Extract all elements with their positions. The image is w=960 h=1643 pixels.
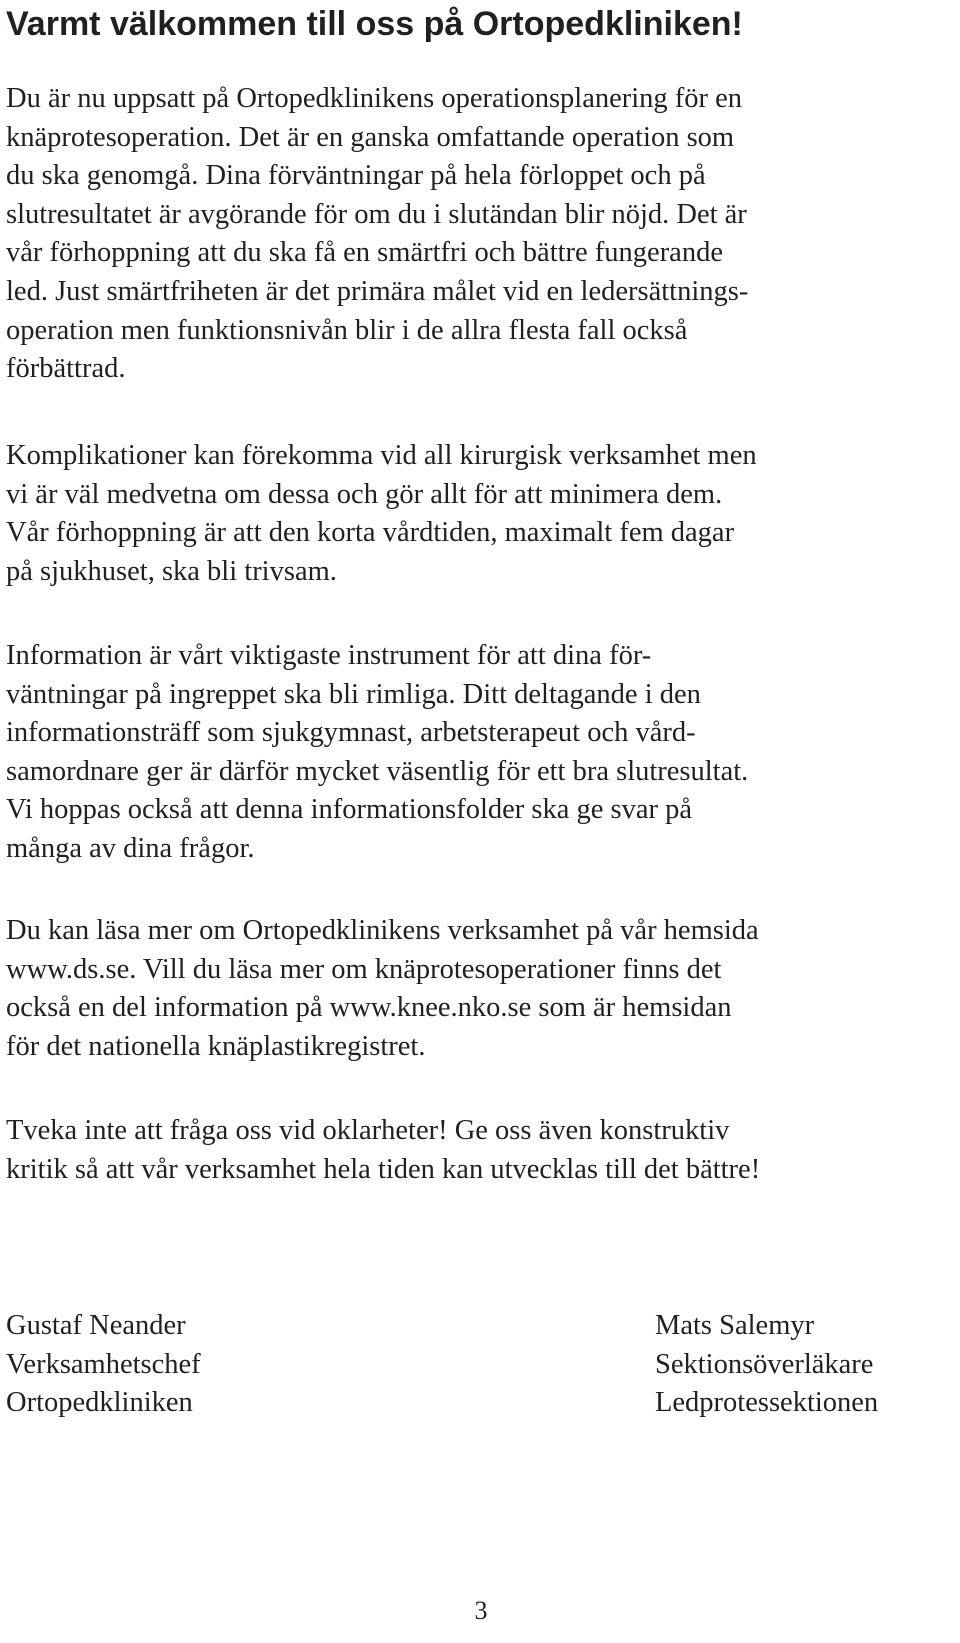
signature-title: Verksamhetschef	[6, 1348, 201, 1380]
page-title: Varmt välkommen till oss på Ortopedkliniken!	[6, 5, 743, 43]
page-number: 3	[474, 1596, 488, 1625]
text-line: www.ds.se. Vill du läsa mer om knäprotesoperationer finns det	[6, 953, 722, 985]
signature-right	[655, 1307, 878, 1423]
text-line: Tveka inte att fråga oss vid oklarheter! Ge oss även konstruktiv	[6, 1115, 730, 1146]
signature-title: Sektionsöverläkare	[655, 1348, 874, 1380]
signature-unit: Ortopedkliniken	[6, 1387, 193, 1419]
text-line: samordnare ger är därför mycket väsentlig för ett bra slutresultat.	[6, 755, 749, 787]
text-line: väntningar på ingreppet ska bli rimliga. Ditt deltagande i den	[6, 678, 701, 710]
paragraph-information	[6, 637, 748, 869]
paragraph-websites	[6, 912, 759, 1066]
signature-name: Gustaf Neander	[6, 1310, 186, 1341]
text-line: slutresultatet är avgörande för om du i slutändan blir nöjd. Det är	[6, 198, 747, 230]
paragraph-closing	[6, 1112, 760, 1189]
paragraph-complications	[6, 437, 757, 591]
text-line: vi är väl medvetna om dessa och gör allt för att minimera dem.	[6, 478, 723, 510]
text-line: Information är vårt viktigaste instrument för att dina för-	[6, 640, 652, 671]
text-line: knäprotesoperation. Det är en ganska omfattande operation som	[6, 121, 735, 153]
signature-left	[6, 1307, 201, 1423]
text-line: för det nationella knäplastikregistret.	[6, 1030, 426, 1062]
text-line: vår förhoppning att du ska få en smärtfri och bättre fungerande	[6, 237, 723, 269]
text-line: Du är nu uppsatt på Ortopedklinikens operationsplanering för en	[6, 83, 743, 114]
text-line: Komplikationer kan förekomma vid all kirurgisk verksamhet men	[6, 440, 757, 471]
text-line: led. Just smärtfriheten är det primära målet vid en ledersättnings-	[6, 275, 749, 307]
text-line: förbättrad.	[6, 353, 126, 385]
text-line: också en del information på www.knee.nko.se som är hemsidan	[6, 992, 732, 1024]
text-line: Vår förhoppning är att den korta vårdtiden, maximalt fem dagar	[6, 517, 735, 549]
text-line: Du kan läsa mer om Ortopedklinikens verksamhet på vår hemsida	[6, 915, 759, 946]
text-line: informationsträff som sjukgymnast, arbetsterapeut och vård-	[6, 717, 696, 749]
text-line: många av dina frågor.	[6, 832, 255, 864]
text-line: Vi hoppas också att denna informationsfolder ska ge svar på	[6, 794, 693, 826]
signature-unit: Ledprotessektionen	[655, 1387, 879, 1419]
paragraph-intro	[6, 80, 748, 389]
text-line: på sjukhuset, ska bli trivsam.	[6, 555, 337, 587]
signature-name: Mats Salemyr	[655, 1310, 815, 1341]
text-line: du ska genomgå. Dina förväntningar på hela förloppet och på	[6, 160, 706, 192]
text-line: operation men funktionsnivån blir i de allra flesta fall också	[6, 314, 688, 346]
text-line: kritik så att vår verksamhet hela tiden kan utvecklas till det bättre!	[6, 1153, 761, 1185]
